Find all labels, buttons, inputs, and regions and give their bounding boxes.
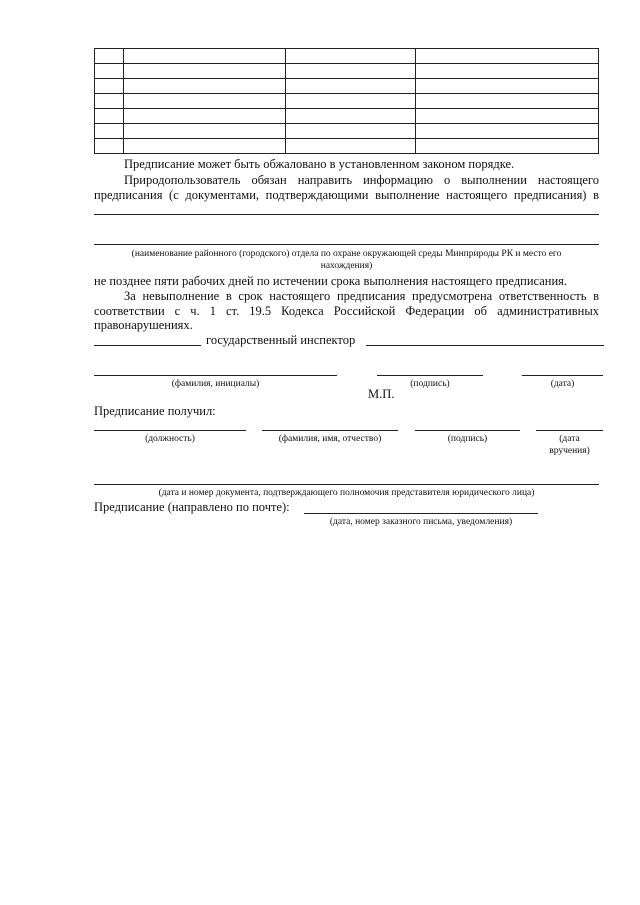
- obliged-text-line1: Природопользователь обязан направить информацию о выполнении настоящего: [124, 173, 599, 187]
- table-row: [95, 139, 599, 154]
- recipient-signature-caption: (подпись): [447, 434, 488, 444]
- table-row: [95, 124, 599, 139]
- inspector-name-caption: (фамилия, инициалы): [171, 379, 260, 389]
- table-row: [95, 49, 599, 64]
- recipient-fullname-caption: (фамилия, имя, отчество): [278, 434, 382, 444]
- department-line-1: [94, 214, 599, 215]
- table-row: [95, 109, 599, 124]
- inspector-position-line: [94, 345, 201, 346]
- recipient-date-line: [536, 430, 603, 431]
- mail-line: [304, 513, 538, 514]
- recipient-signature-line: [415, 430, 520, 431]
- liability-text-line2: соответствии с ч. 1 ст. 19.5 Кодекса Российской Федерации об административных: [94, 304, 599, 318]
- recipient-date-caption-line1: (дата: [559, 434, 580, 444]
- stamp-label: М.П.: [368, 387, 395, 401]
- recipient-fullname-line: [262, 430, 398, 431]
- table-row: [95, 64, 599, 79]
- inspector-name-line: [94, 375, 337, 376]
- appeal-text: Предписание может быть обжаловано в установленном законом порядке.: [124, 157, 515, 171]
- inspector-date-line: [522, 375, 603, 376]
- mail-label: Предписание (направлено по почте):: [94, 500, 290, 514]
- authority-line: [94, 484, 599, 485]
- department-caption-line1: (наименование районного (городского) отдела по охране окружающей среды Минприроды РК и место его: [131, 249, 562, 259]
- recipient-position-line: [94, 430, 246, 431]
- inspector-signature-line: [377, 375, 483, 376]
- deadline-text: не позднее пяти рабочих дней по истечении срока выполнения настоящего предписания.: [94, 274, 568, 288]
- recipient-date-caption-line2: вручения): [549, 446, 590, 456]
- inspector-name-top-line: [366, 345, 604, 346]
- recipient-position-caption: (должность): [145, 434, 195, 444]
- inspector-signature-caption: (подпись): [410, 379, 450, 389]
- table-row: [95, 94, 599, 109]
- inspector-title: государственный инспектор: [206, 333, 356, 347]
- authority-caption: (дата и номер документа, подтверждающего полномочия представителя юридического лица): [158, 488, 535, 498]
- department-caption-line2: нахождения): [320, 261, 373, 271]
- violations-table: [94, 48, 599, 154]
- mail-caption: (дата, номер заказного письма, уведомления): [329, 517, 513, 527]
- table-row: [95, 79, 599, 94]
- liability-text-line1: За невыполнение в срок настоящего предписания предусмотрена ответственность в: [124, 289, 599, 303]
- department-line-2: [94, 244, 599, 245]
- liability-text-line3: правонарушениях.: [94, 318, 193, 332]
- recipient-heading: Предписание получил:: [94, 404, 216, 418]
- obliged-text-line2: предписания (с документами, подтверждающими выполнение настоящего предписания) в: [94, 188, 599, 202]
- inspector-date-caption: (дата): [550, 379, 575, 389]
